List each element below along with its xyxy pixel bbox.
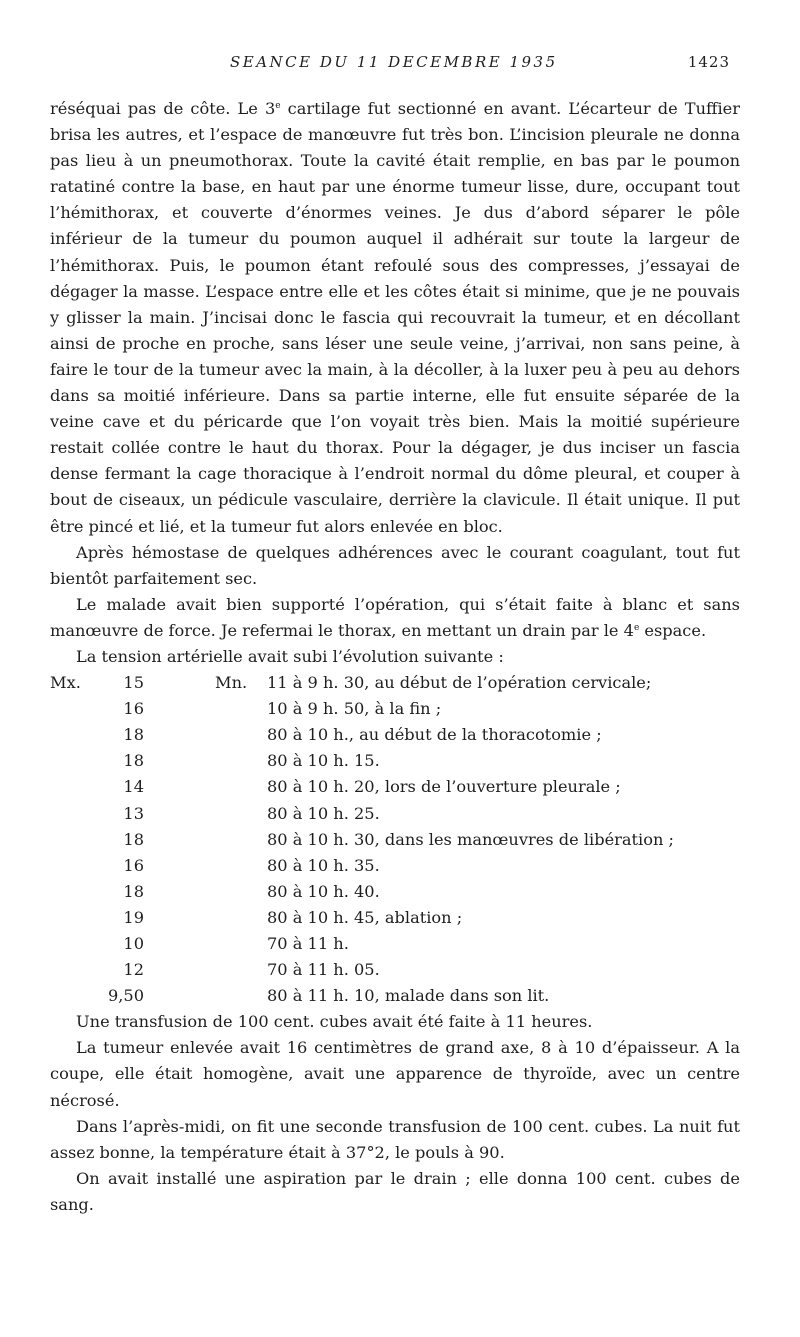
paragraph-2: Après hémostase de quelques adhérences avec le courant coagulant, tout fut bientôt parfaitement sec. xyxy=(50,542,740,588)
table-row xyxy=(50,722,674,748)
paragraph-7: Dans l’après-midi, on fit une seconde transfusion de 100 cent. cubes. La nuit fut assez bonne, la température était à 37°2, le pouls à 90. xyxy=(50,1116,740,1162)
paragraph-3-text-b: espace. xyxy=(639,620,707,640)
paragraph-3 xyxy=(50,592,740,644)
mx-value: 18 xyxy=(123,725,144,745)
mx-cell xyxy=(50,957,215,983)
mx-value: 18 xyxy=(123,881,144,901)
mn-cell xyxy=(215,905,674,931)
running-head-title: SEANCE DU 11 DECEMBRE 1935 xyxy=(230,53,558,71)
mx-label: Mx. xyxy=(50,673,81,693)
mn-cell xyxy=(215,696,674,722)
running-head xyxy=(0,53,800,77)
mx-value: 18 xyxy=(123,829,144,849)
mx-value: 14 xyxy=(123,777,144,797)
mn-value: 80 à 10 h. 15. xyxy=(267,751,380,771)
paragraph-4: La tension artérielle avait subi l’évolution suivante : xyxy=(76,646,504,666)
mn-cell xyxy=(215,853,674,879)
table-row xyxy=(50,748,674,774)
paragraph-1-text-b: cartilage fut sectionné en avant. L’écarteur de Tuffier brisa les autres, et l’espace de manœuvre fut très bon. L’incision pleurale ne donna pas lieu à un pneumothorax. Toute la cavité était remplie, en bas par le poumon ratatiné contre la base, en haut par une énorme tumeur lisse, dure, occupant tout l’hémithorax, et couverte d’énormes veines. Je dus d’abord séparer le pôle inférieur de la tumeur du poumon auquel il adhérait sur toute la largeur de l’hémithorax. Puis, le poumon étant refoulé sous des compresses, j’essayai de dégager la masse. L’espace entre elle et les côtes était si minime, que je ne pouvais y glisser la main. J’incisai donc le fascia qui recouvrait la tumeur, et en décollant ainsi de proche en proche, sans léser une seule veine, j’arrivai, non sans peine, à faire le tour de la tumeur avec la main, à la décoller, à la luxer peu à peu au dehors dans sa moitié inférieure. Dans sa partie interne, elle fut ensuite séparée de la veine cave et du péricarde que l’on voyait très bien. Mais la moitié supérieure restait collée contre le haut du thorax. Pour la dégager, je dus inciser un fascia dense fermant la cage thoracique à l’endroit normal du dôme pleural, et couper à bout de ciseaux, un pédicule vasculaire, derrière la clavicule. Il était unique. Il put être pincé et lié, et la tumeur fut alors enlevée en bloc. xyxy=(50,99,740,536)
table-row xyxy=(50,983,674,1009)
paragraph-5: Une transfusion de 100 cent. cubes avait été faite à 11 heures. xyxy=(76,1012,593,1032)
paragraph-8: On avait installé une aspiration par le drain ; elle donna 100 cent. cubes de sang. xyxy=(50,1168,740,1214)
mx-value: 16 xyxy=(123,855,144,875)
mx-cell xyxy=(50,774,215,800)
paragraph-3-superscript: e xyxy=(633,622,640,633)
mn-value: 80 à 10 h. 30, dans les manœuvres de libération ; xyxy=(267,829,674,849)
mn-cell xyxy=(215,722,674,748)
mn-cell xyxy=(215,957,674,983)
mx-cell xyxy=(50,748,215,774)
mn-value: 80 à 10 h. 45, ablation ; xyxy=(267,907,463,927)
mn-value: 10 à 9 h. 50, à la fin ; xyxy=(267,699,442,719)
mn-cell xyxy=(215,827,674,853)
mn-cell xyxy=(215,983,674,1009)
table-row xyxy=(50,670,674,696)
table-row xyxy=(50,774,674,800)
mx-cell xyxy=(50,696,215,722)
paragraph-3-text-a: Le malade avait bien supporté l’opération, qui s’était faite à blanc et sans manœuvre de force. Je refermai le thorax, en mettant un drain par le 4 xyxy=(50,594,740,640)
mx-value: 13 xyxy=(123,803,144,823)
mn-value: 80 à 10 h. 25. xyxy=(267,803,380,823)
mx-cell xyxy=(50,670,215,696)
mx-value: 10 xyxy=(123,934,144,953)
mx-value: 19 xyxy=(123,907,144,927)
table-row xyxy=(50,879,674,905)
mn-cell xyxy=(215,670,674,696)
mn-value: 80 à 10 h. 40. xyxy=(267,881,380,901)
table-row xyxy=(50,957,674,983)
page-number: 1423 xyxy=(687,53,730,71)
mx-cell xyxy=(50,827,215,853)
mn-cell xyxy=(215,801,674,827)
paragraph-6: La tumeur enlevée avait 16 centimètres de grand axe, 8 à 10 d’épaisseur. A la coupe, elle était homogène, avait une apparence de thyroïde, avec un centre nécrosé. xyxy=(50,1038,740,1110)
mn-cell xyxy=(215,774,674,800)
body-text xyxy=(50,96,740,1218)
table-row xyxy=(50,827,674,853)
mx-value: 12 xyxy=(123,960,144,980)
mn-value: 80 à 11 h. 10, malade dans son lit. xyxy=(267,986,550,1006)
mx-value: 15 xyxy=(123,673,144,693)
paragraph-1 xyxy=(50,96,740,540)
mn-cell xyxy=(215,931,674,957)
table-row xyxy=(50,931,674,957)
table-row xyxy=(50,905,674,931)
mx-cell xyxy=(50,983,215,1009)
mn-value: 80 à 10 h. 20, lors de l’ouverture pleurale ; xyxy=(267,777,621,797)
mx-cell xyxy=(50,853,215,879)
mn-cell xyxy=(215,748,674,774)
mn-value: 11 à 9 h. 30, au début de l’opération cervicale; xyxy=(267,673,652,693)
mx-cell xyxy=(50,931,215,957)
mx-cell xyxy=(50,879,215,905)
mx-value: 18 xyxy=(123,751,144,771)
mx-cell xyxy=(50,722,215,748)
mn-value: 70 à 11 h. 05. xyxy=(267,960,380,980)
table-row xyxy=(50,853,674,879)
mx-cell xyxy=(50,905,215,931)
mx-value: 16 xyxy=(123,699,144,719)
paragraph-1-text-a: réséquai pas de côte. Le 3 xyxy=(50,99,276,118)
paragraph-1-superscript: e xyxy=(275,101,281,111)
mx-cell xyxy=(50,801,215,827)
mn-cell xyxy=(215,879,674,905)
mx-value: 9,50 xyxy=(107,986,144,1006)
table-row xyxy=(50,801,674,827)
mn-value: 70 à 11 h. xyxy=(267,934,349,953)
mn-value: 80 à 10 h. 35. xyxy=(267,855,380,875)
blood-pressure-table-body xyxy=(50,670,674,1009)
blood-pressure-table xyxy=(50,670,674,1009)
table-row xyxy=(50,696,674,722)
mn-value: 80 à 10 h., au début de la thoracotomie ; xyxy=(267,725,602,745)
mn-label: Mn. xyxy=(215,673,248,693)
